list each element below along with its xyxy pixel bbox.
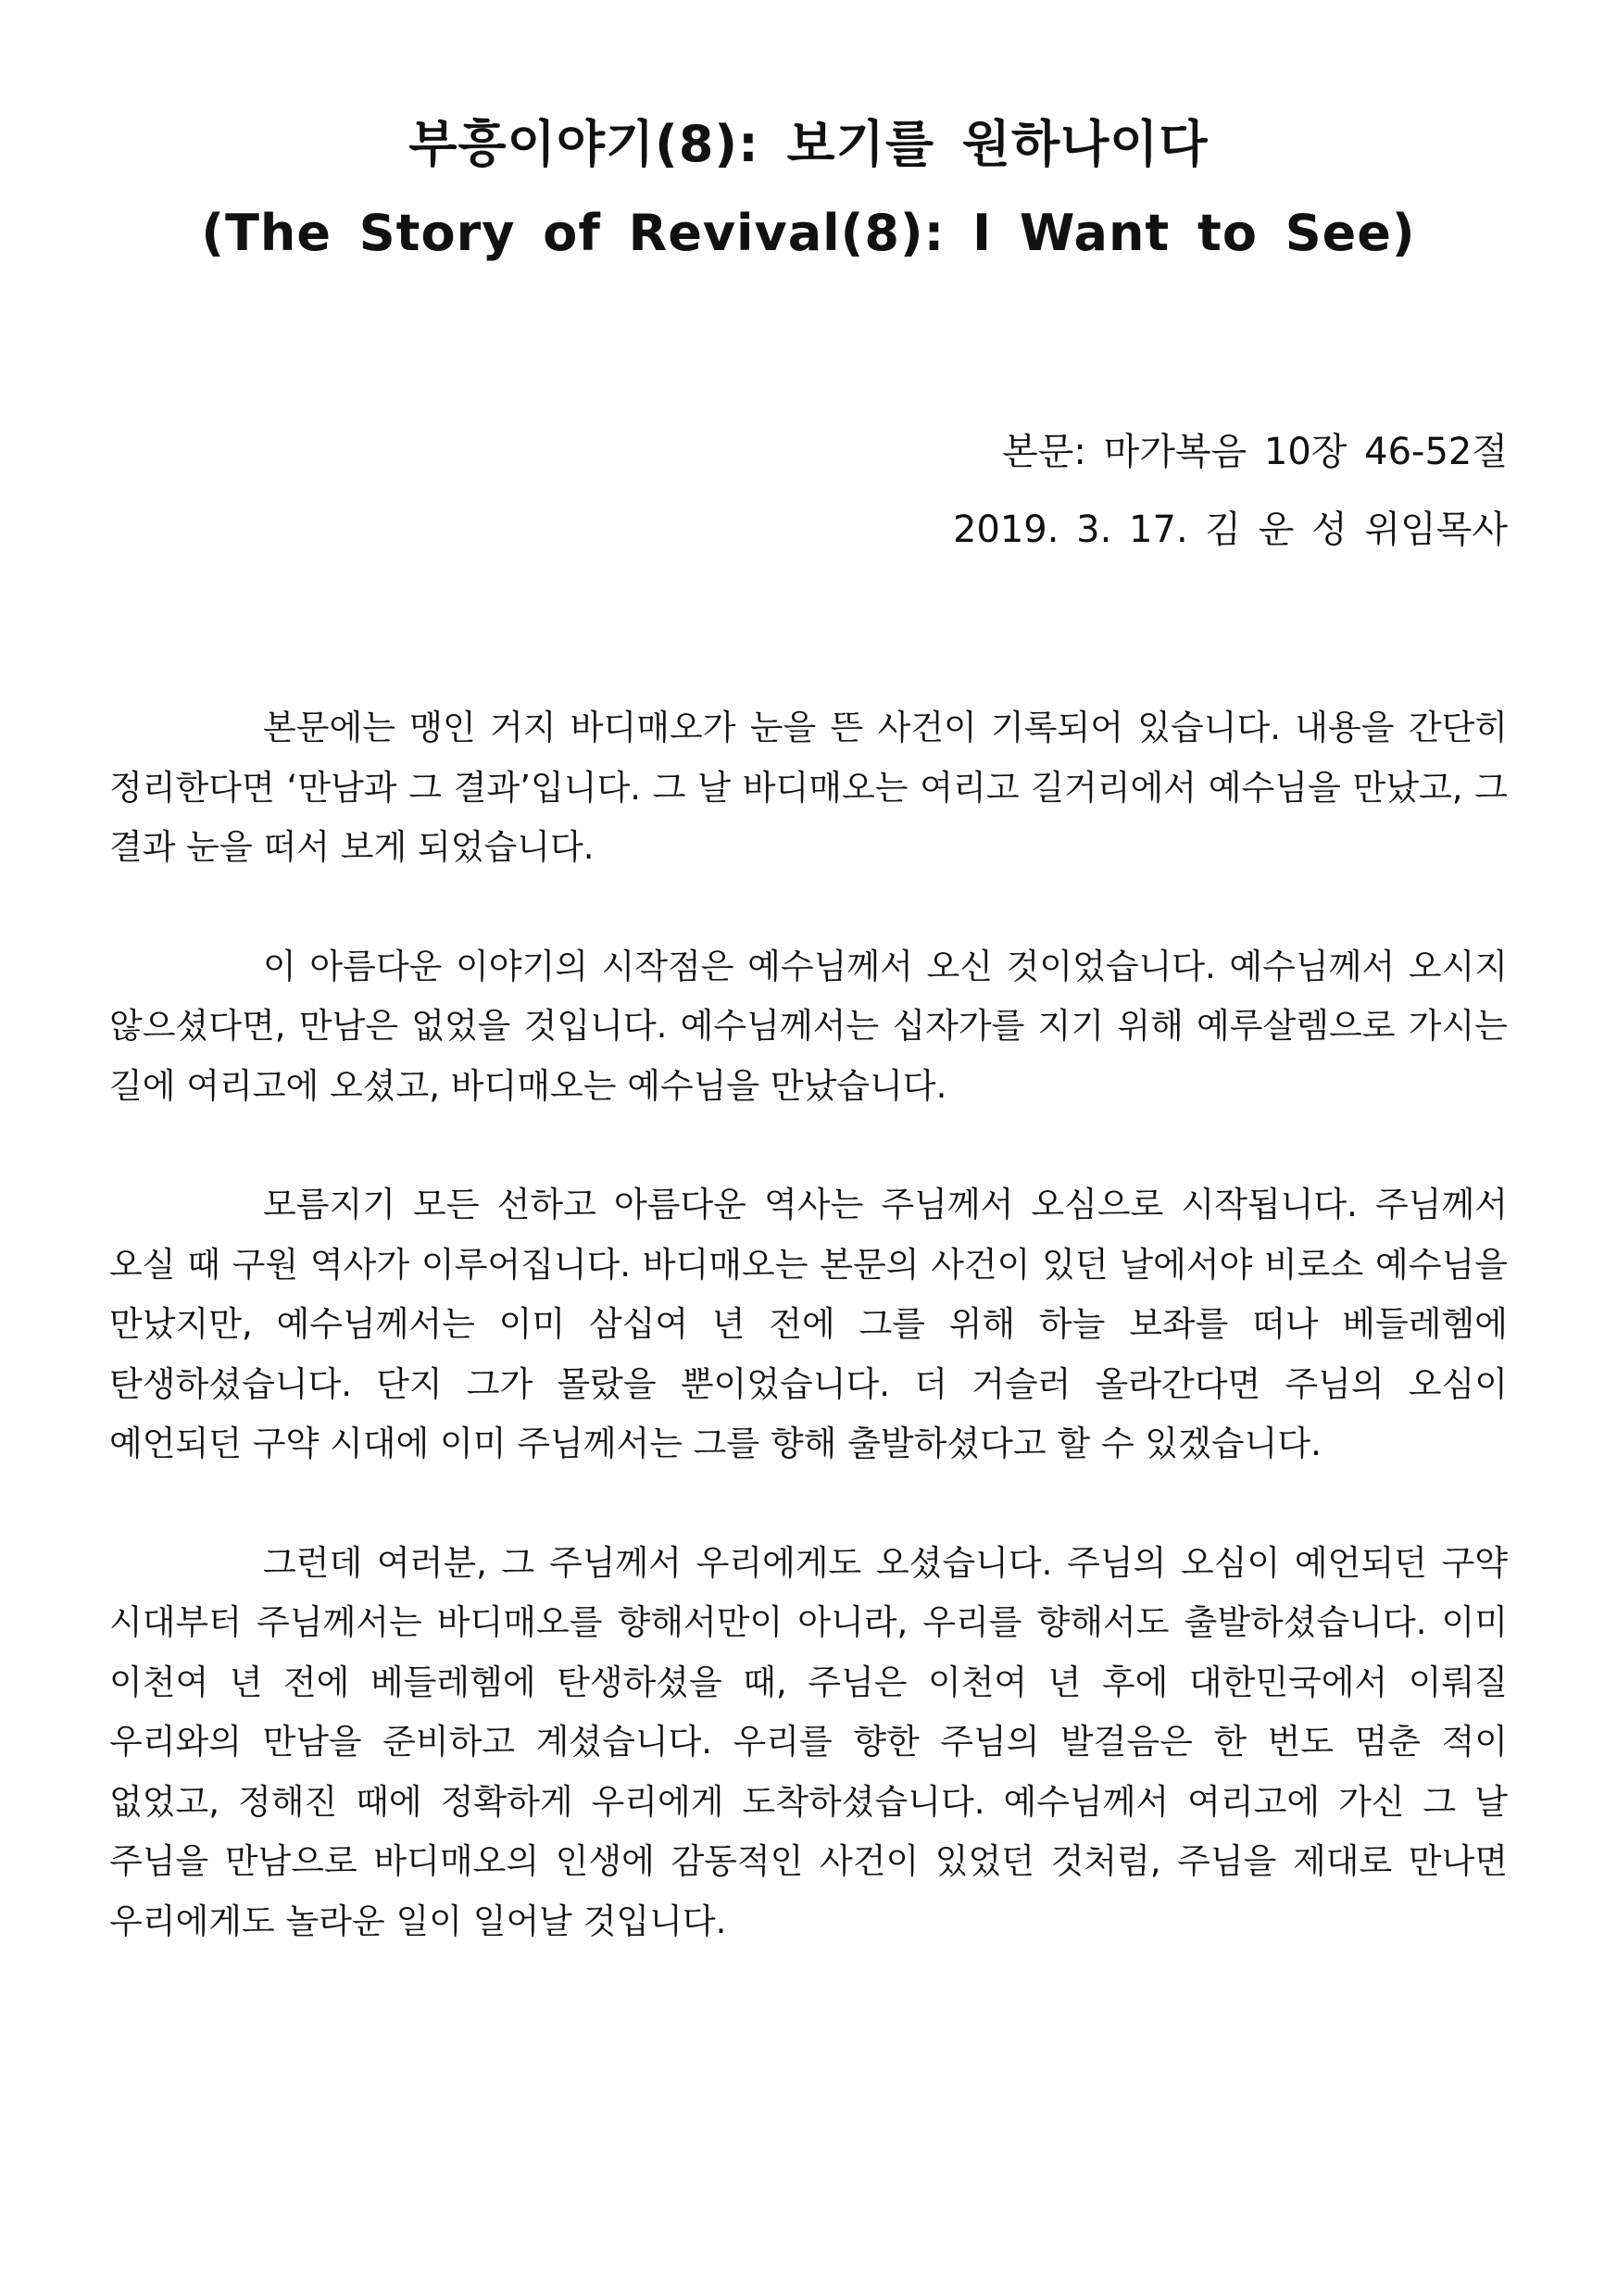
date-author: 2019. 3. 17. 김 운 성 위임목사 — [952, 508, 1508, 551]
scripture-reference: 본문: 마가복음 10장 46-52절 — [1002, 431, 1508, 473]
body-paragraph: 본문에는 맹인 거지 바디매오가 눈을 뜬 사건이 기록되어 있습니다. 내용을 간단히 정리한다면 ‘만남과 그 결과’입니다. 그 날 바디매오는 여리고 길거리에서 예수님을 만났고, 그 결과 눈을 떠서 보게 되었습니다. — [109, 708, 1508, 867]
document-body — [109, 698, 1508, 2011]
sermon-meta — [953, 413, 1508, 569]
document-title-english: (The Story of Revival(8): I Want to See) — [201, 204, 1416, 262]
title-block — [0, 100, 1617, 278]
body-paragraph: 이 아름다운 이야기의 시작점은 예수님께서 오신 것이었습니다. 예수님께서 오시지 않으셨다면, 만남은 없었을 것입니다. 예수님께서는 십자가를 지기 위해 예루살렘으로 가시는 길에 여리고에 오셨고, 바디매오는 예수님을 만났습니다. — [109, 946, 1508, 1106]
document-title-korean: 부흥이야기(8): 보기를 원하나이다 — [408, 115, 1209, 173]
body-paragraph: 그런데 여러분, 그 주님께서 우리에게도 오셨습니다. 주님의 오심이 예언되던 구약 시대부터 주님께서는 바디매오를 향해서만이 아니라, 우리를 향해서도 출발하셨습니다. 이미 이천여 년 전에 베들레헴에 탄생하셨을 때, 주님은 이천여 년 후에 대한민국에서 이뤄질 우리와의 만남을 준비하고 계셨습니다. 우리를 향한 주님의 발걸음은 한 번도 멈춘 적이 없었고, 정해진 때에 정확하게 우리에게 도착하셨습니다. 예수님께서 여리고에 가신 그 날 주님을 만남으로 바디매오의 인생에 감동적인 사건이 있었던 것처럼, 주님을 제대로 만나면 우리에게도 놀라운 일이 일어날 것입니다. — [109, 1542, 1508, 1941]
body-paragraph: 모름지기 모든 선하고 아름다운 역사는 주님께서 오심으로 시작됩니다. 주님께서 오실 때 구원 역사가 이루어집니다. 바디매오는 본문의 사건이 있던 날에서야 비로소 예수님을 만났지만, 예수님께서는 이미 삼십여 년 전에 그를 위해 하늘 보좌를 떠나 베들레헴에 탄생하셨습니다. 단지 그가 몰랐을 뿐이었습니다. 더 거슬러 올라간다면 주님의 오심이 예언되던 구약 시대에 이미 주님께서는 그를 향해 출발하셨다고 할 수 있겠습니다. — [109, 1185, 1508, 1463]
